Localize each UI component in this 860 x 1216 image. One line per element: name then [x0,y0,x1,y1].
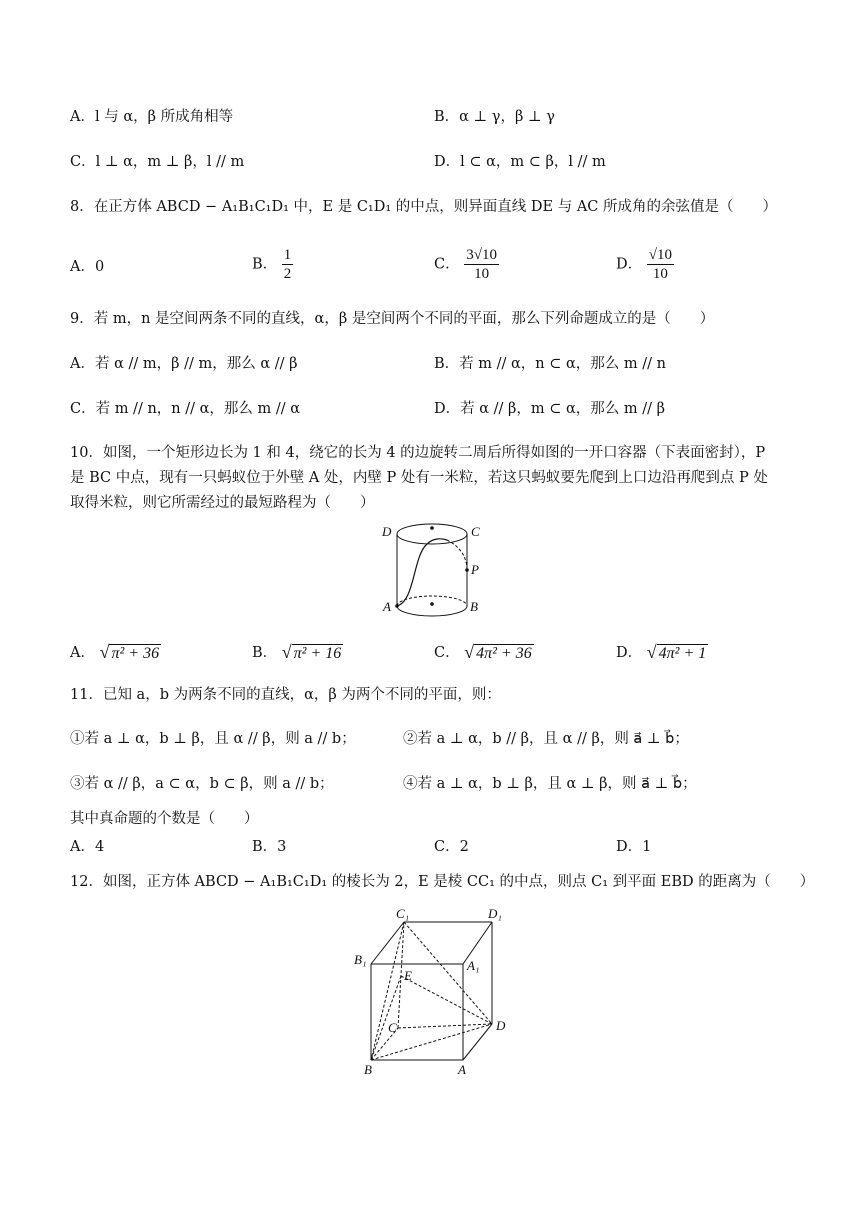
ant-path-inner [447,540,467,570]
fraction-numerator: √10 [648,247,672,263]
q7-option-d: D．l ⊂ α，m ⊂ β，l // m [434,154,606,170]
q9-option-c: C．若 m // n，n // α，那么 m // α [70,401,301,417]
q12-stem: 12．如图，正方体 ABCD − A₁B₁C₁D₁ 的棱长为 2，E 是棱 CC₁ 的中点，则点 C₁ 到平面 EBD 的距离为（ ） [70,874,815,890]
q11-statement-1: ①若 a ⊥ α，b ⊥ β，且 α // β，则 a // b； [70,731,356,747]
q11-statement-3: ③若 α // β，a ⊂ α，b ⊂ β，则 a // b； [70,776,334,792]
q11-option-d: D．1 [616,839,652,855]
q11-stem: 11．已知 a，b 为两条不同的直线，α，β 为两个不同的平面，则： [70,687,501,703]
q8-option-d [616,246,674,283]
label-c: C [388,1020,397,1035]
edge-c-d [398,1024,492,1028]
radicand: 4π² + 36 [476,645,532,662]
line-c1-d [404,922,492,1024]
label-b1: B₁ [354,952,367,967]
cylinder-bottom-rim-front [397,606,467,616]
q10-option-a-label: A． [70,645,95,661]
label-d: D [382,524,392,539]
q12-cube-figure [350,908,520,1078]
sqrt-expression: √ π² + 16 [281,642,342,662]
label-a: A [458,1062,466,1077]
top-center-dot [430,526,434,530]
q9-stem: 9．若 m，n 是空间两条不同的直线，α，β 是空间两个不同的平面，那么下列命题成立的是（ ） [70,311,715,327]
q10-option-d-label: D． [616,645,643,661]
q11-statement-2: ②若 a ⊥ α，b // β，且 α // β，则 a⃗ ⊥ b⃗； [403,731,689,747]
q10-option-a [70,641,161,665]
fraction-denominator: 2 [283,266,292,282]
radicand: π² + 36 [111,645,160,662]
label-p: P [471,562,479,577]
sqrt-expression: √ π² + 36 [99,642,160,662]
q10-option-b [252,641,343,665]
bottom-center-dot [430,602,434,606]
label-e: E [404,968,412,983]
radicand: 4π² + 1 [658,645,707,662]
label-b: B [470,599,478,614]
q8-option-b-label: B． [252,256,278,273]
q9-option-a: A．若 α // m，β // m，那么 α // β [70,356,298,372]
label-b: B [364,1062,372,1077]
label-a: A [383,599,391,614]
fraction-numerator: 3√10 [466,247,497,263]
q8-option-b-fraction [282,246,294,283]
q10-stem-line1: 10．如图，一个矩形边长为 1 和 4，绕它的长为 4 的边旋转二周后所得如图的一开口容器（下表面密封），P [70,445,766,461]
point-a-dot [395,604,399,608]
label-c: C [471,524,480,539]
point-p-dot [465,568,469,572]
line-e-d [401,976,492,1024]
q8-option-d-fraction [647,246,674,283]
fraction-denominator: 10 [652,266,668,282]
q10-option-c-label: C． [434,645,460,661]
q11-statement-4: ④若 a ⊥ α，b ⊥ β，且 α ⊥ β，则 a⃗ ⊥ b⃗； [403,776,697,792]
q8-option-c-fraction [464,246,499,283]
q10-option-d [616,641,708,665]
q8-option-c [434,246,499,283]
fraction-denominator: 10 [474,266,490,282]
q10-option-b-label: B． [252,645,278,661]
q8-stem: 8．在正方体 ABCD − A₁B₁C₁D₁ 中，E 是 C₁D₁ 的中点，则异面直线 DE 与 AC 所成角的余弦值是（ ） [70,199,777,215]
q11-option-a: A．4 [70,839,105,855]
q10-stem-line2: 是 BC 中点，现有一只蚂蚁位于外壁 A 处，内壁 P 处有一米粒，若这只蚂蚁要先爬到上口边沿再爬到点 P 处 [70,470,768,486]
label-d1: D₁ [488,908,502,921]
q8-option-d-label: D． [616,256,643,273]
q9-option-d: D．若 α // β，m ⊂ α，那么 m // β [434,401,666,417]
q11-option-b: B．3 [252,839,287,855]
q9-option-b: B．若 m // α，n ⊂ α，那么 m // n [434,356,666,372]
sqrt-expression: √ 4π² + 36 [464,642,532,662]
radicand: π² + 16 [293,645,342,662]
q11-question: 其中真命题的个数是（ ） [70,811,259,827]
q8-option-c-label: C． [434,256,460,273]
edge-a-d [463,1024,492,1060]
q10-cylinder-figure [375,516,495,626]
q7-option-c: C．l ⊥ α，m ⊥ β，l // m [70,154,245,170]
label-a1: A₁ [467,958,480,973]
line-e-b [371,976,401,1060]
label-c1: C₁ [396,908,410,921]
q8-option-b [252,246,293,283]
q8-option-a: A．0 [70,259,105,275]
fraction-numerator: 1 [283,247,292,263]
q10-option-c [434,641,534,665]
label-d: D [496,1018,506,1033]
q7-option-b: B．α ⊥ γ，β ⊥ γ [434,109,555,125]
sqrt-expression: √ 4π² + 1 [646,642,707,662]
q11-option-c: C．2 [434,839,469,855]
q10-stem-line3: 取得米粒，则它所需经过的最短路程为（ ） [70,495,375,511]
q7-option-a: A．l 与 α，β 所成角相等 [70,109,234,125]
